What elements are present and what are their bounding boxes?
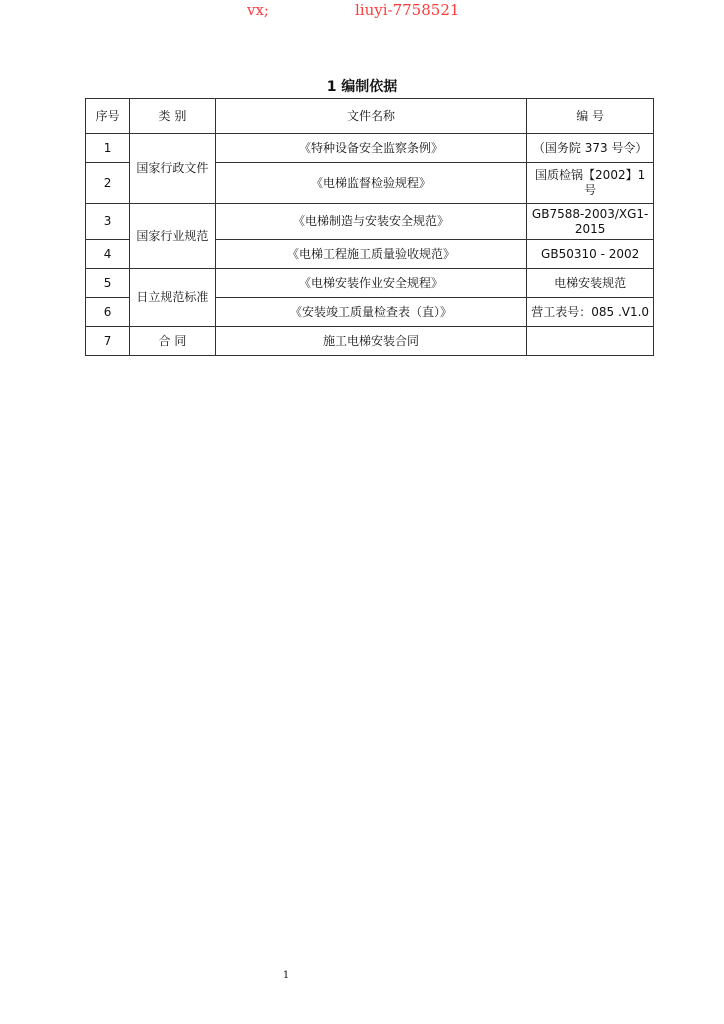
row-code: GB7588-2003/XG1-2015 [527,204,654,240]
section-title: 1 编制依据 [326,79,398,95]
basis-table [85,98,654,356]
category-cell: 合 同 [130,327,215,356]
row-code: 国质检锅【2002】1 号 [527,163,654,204]
row-code [527,327,654,356]
watermark-right-text: liuyi-7758521 [355,1,460,19]
page-number: 1 [282,970,290,981]
table-row [86,134,654,163]
category-cell: 国家行政文件 [130,134,215,204]
header-document: 文件名称 [215,99,527,134]
row-document: 《电梯安装作业安全规程》 [215,269,527,298]
row-document: 《安装竣工质量检查表（直）》 [215,298,527,327]
row-code: （国务院 373 号令） [527,134,654,163]
row-code: GB50310 - 2002 [527,240,654,269]
row-document: 《电梯制造与安装安全规范》 [215,204,527,240]
header-category: 类 别 [130,99,215,134]
row-no: 5 [86,269,130,298]
table-row [86,327,654,356]
watermark [0,1,724,21]
row-document: 《电梯监督检验规程》 [215,163,527,204]
table-row [86,269,654,298]
row-document: 《电梯工程施工质量验收规范》 [215,240,527,269]
row-no: 6 [86,298,130,327]
row-no: 3 [86,204,130,240]
row-no: 4 [86,240,130,269]
watermark-left-text: vx; [247,1,269,19]
header-no: 序号 [86,99,130,134]
category-cell: 日立规范标准 [130,269,215,327]
category-cell: 国家行业规范 [130,204,215,269]
row-no: 7 [86,327,130,356]
row-no: 2 [86,163,130,204]
row-code: 营工表号：085 .V1.0 [527,298,654,327]
table-row [86,204,654,240]
row-document: 施工电梯安装合同 [215,327,527,356]
row-code: 电梯安装规范 [527,269,654,298]
row-document: 《特种设备安全监察条例》 [215,134,527,163]
row-no: 1 [86,134,130,163]
table-header-row [86,99,654,134]
header-code: 编 号 [527,99,654,134]
